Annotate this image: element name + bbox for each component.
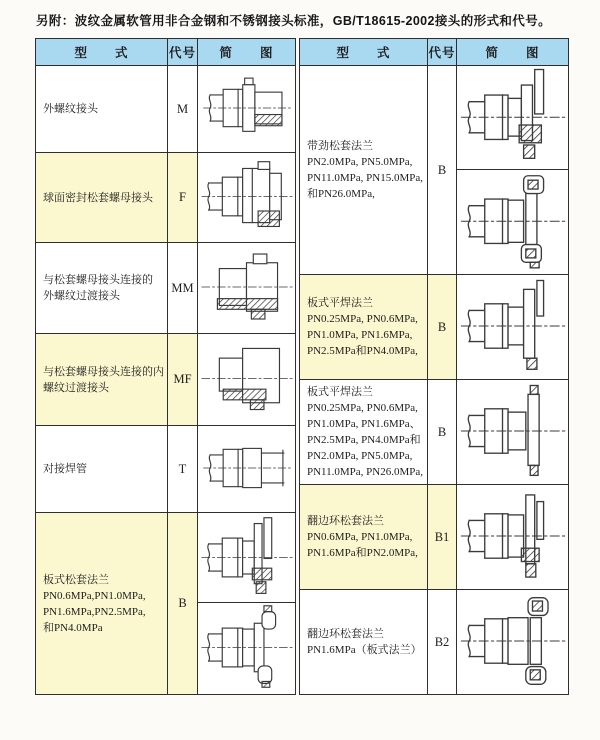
type-line: PN2.5MPa, PN4.0MPa和 (307, 434, 421, 446)
neck-loose-flange-a-diagram (457, 66, 568, 169)
figure-cell (198, 426, 296, 513)
table-row (36, 243, 296, 334)
table-row (36, 153, 296, 243)
figure-cell (457, 380, 569, 485)
lapped-ring-flange-b1-diagram (457, 485, 568, 587)
figure-cell (198, 243, 296, 334)
table-row (36, 426, 296, 513)
type-line: 对接焊管 (43, 463, 87, 475)
figure-stack (457, 275, 568, 377)
code-cell: B (428, 380, 457, 485)
column-header-code: 代号 (168, 39, 198, 66)
fitting-tables (35, 38, 569, 695)
code-cell: B2 (428, 590, 457, 695)
column-header-figure: 简 图 (198, 39, 296, 66)
type-line: 外螺纹接头 (43, 103, 98, 115)
figure-stack (198, 243, 295, 331)
table-row (36, 66, 296, 153)
type-line: 和PN26.0MPa, (307, 188, 375, 200)
figure-cell (198, 513, 296, 695)
code-cell: MM (168, 243, 198, 334)
male-thread-fitting-diagram (198, 66, 295, 150)
plate-loose-flange-b-diagram (198, 602, 295, 692)
figure-cell (198, 66, 296, 153)
lapped-ring-flange-b2-diagram (457, 590, 568, 692)
figure-stack (198, 66, 295, 150)
type-line: PN0.6MPa, PN1.0MPa, (307, 531, 413, 543)
type-line: 与松套螺母接头连接的内 (43, 365, 164, 378)
type-line: 带劲松套法兰 (307, 140, 373, 152)
figure-stack (457, 485, 568, 587)
table-row (300, 485, 569, 590)
fittings-table-left (35, 38, 296, 695)
type-line: PN2.5MPa和PN4.0MPa, (307, 345, 418, 357)
butt-weld-pipe-diagram (198, 426, 295, 510)
figure-stack (198, 334, 295, 423)
code-cell: F (168, 153, 198, 243)
type-line: PN11.0MPa, PN26.0MPa, (307, 466, 424, 478)
column-header-type: 型 式 (36, 39, 168, 66)
type-cell (36, 66, 168, 153)
type-line: 螺纹过渡接头 (43, 381, 109, 394)
figure-stack (198, 513, 295, 692)
type-cell (36, 334, 168, 426)
type-line: PN1.6MPa（板式法兰） (307, 644, 422, 656)
code-cell: B (428, 66, 457, 275)
plate-weld-flange-2-diagram (457, 380, 568, 482)
type-line: PN1.0MPa, PN1.6MPa、 (307, 418, 421, 430)
table-row (36, 513, 296, 695)
figure-stack (457, 66, 568, 272)
type-line: PN1.0MPa, PN1.6MPa, (307, 329, 413, 341)
table-row (36, 334, 296, 426)
page-title: 另附：波纹金属软管用非合金钢和不锈钢接头标准，GB/T18615-2002接头的形式和代号。 (36, 14, 551, 28)
type-line: PN0.25MPa, PN0.6MPa, (307, 402, 418, 414)
type-cell (300, 485, 428, 590)
type-cell (300, 66, 428, 275)
male-adapter-nipple-diagram (198, 243, 295, 331)
type-line: 与松套螺母接头连接的 (43, 274, 153, 286)
code-cell: M (168, 66, 198, 153)
type-cell (300, 275, 428, 380)
type-line: 和PN4.0MPa (43, 621, 103, 634)
type-line: 板式松套法兰 (43, 573, 109, 586)
type-line: PN2.0MPa, PN5.0MPa, (307, 450, 413, 462)
type-line: 翻边环松套法兰 (307, 628, 384, 640)
type-line: PN1.6MPa和PN2.0MPa, (307, 547, 418, 559)
figure-cell (457, 275, 569, 380)
code-cell: B (168, 513, 198, 695)
type-line: 板式平焊法兰 (307, 386, 373, 398)
code-cell: MF (168, 334, 198, 426)
type-line: 板式平焊法兰 (307, 297, 373, 309)
table-row (300, 275, 569, 380)
type-line: 翻边环松套法兰 (307, 515, 384, 527)
figure-cell (198, 334, 296, 426)
neck-loose-flange-b-diagram (457, 169, 568, 273)
type-line: PN2.0MPa, PN5.0MPa, (307, 156, 413, 168)
figure-cell (457, 485, 569, 590)
type-cell (36, 426, 168, 513)
type-cell (36, 243, 168, 334)
column-header-code: 代号 (428, 39, 457, 66)
figure-stack (457, 590, 568, 692)
figure-stack (457, 380, 568, 482)
type-line: PN0.25MPa, PN0.6MPa, (307, 313, 418, 325)
type-cell (36, 153, 168, 243)
table-row (300, 66, 569, 275)
code-cell: T (168, 426, 198, 513)
type-line: 外螺纹过渡接头 (43, 290, 120, 302)
type-line: 球面密封松套螺母接头 (43, 191, 153, 204)
column-header-figure: 简 图 (457, 39, 569, 66)
code-cell: B1 (428, 485, 457, 590)
plate-weld-flange-diagram (457, 275, 568, 377)
code-cell: B (428, 275, 457, 380)
header-row (36, 39, 296, 66)
column-header-type: 型 式 (300, 39, 428, 66)
spherical-union-nut-fitting-diagram (198, 153, 295, 240)
figure-cell (198, 153, 296, 243)
table-row (300, 590, 569, 695)
table-row (300, 380, 569, 485)
type-cell (36, 513, 168, 695)
figure-stack (198, 426, 295, 510)
figure-stack (198, 153, 295, 240)
type-line: PN11.0MPa, PN15.0MPa, (307, 172, 424, 184)
fittings-table-right (299, 38, 569, 695)
figure-cell (457, 66, 569, 275)
type-cell (300, 590, 428, 695)
type-cell (300, 380, 428, 485)
plate-loose-flange-a-diagram (198, 513, 295, 602)
header-row (300, 39, 569, 66)
female-adapter-nipple-diagram (198, 334, 295, 423)
figure-cell (457, 590, 569, 695)
type-line: PN1.6MPa,PN2.5MPa, (43, 605, 146, 618)
type-line: PN0.6MPa,PN1.0MPa, (43, 589, 146, 602)
